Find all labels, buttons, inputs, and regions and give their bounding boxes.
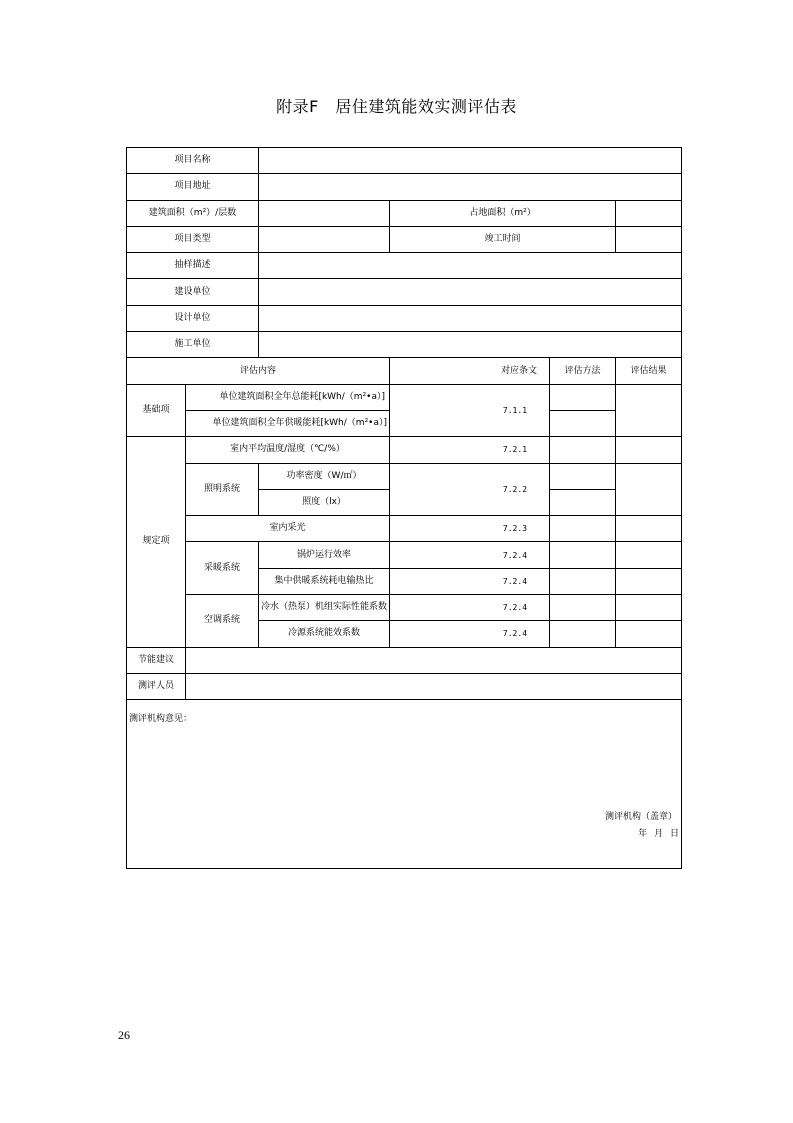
ac-chiller-clause: 7.2.4 xyxy=(390,595,550,621)
project-name-value[interactable] xyxy=(259,148,682,174)
construction-unit-label: 建设单位 xyxy=(127,279,259,305)
lighting-illuminance-method[interactable] xyxy=(550,489,616,515)
rule-daylight-method[interactable] xyxy=(550,516,616,542)
row-design-unit xyxy=(127,305,682,331)
ac-cold-source-clause: 7.2.4 xyxy=(390,621,550,647)
row-project-name xyxy=(127,148,682,174)
sampling-value[interactable] xyxy=(259,253,682,279)
lighting-power-method[interactable] xyxy=(550,463,616,489)
row-rule-heating-1 xyxy=(127,542,682,568)
basic-total-method[interactable] xyxy=(550,384,616,410)
rule-indoor-clause: 7.2.1 xyxy=(390,437,550,463)
heating-label: 采暖系统 xyxy=(186,542,259,595)
header-clause: 对应条文 xyxy=(390,358,550,384)
heating-central-clause: 7.2.4 xyxy=(390,568,550,594)
row-rule-lighting-1 xyxy=(127,463,682,489)
rule-daylight-clause: 7.2.3 xyxy=(390,516,550,542)
land-area-value[interactable] xyxy=(616,200,682,226)
project-address-value[interactable] xyxy=(259,174,682,200)
rule-indoor-result[interactable] xyxy=(616,437,682,463)
heating-boiler: 锅炉运行效率 xyxy=(259,542,390,568)
header-method: 评估方法 xyxy=(550,358,616,384)
land-area-label: 占地面积（m²） xyxy=(390,200,616,226)
builder-unit-value[interactable] xyxy=(259,332,682,358)
evaluator-label: 测评人员 xyxy=(127,673,186,699)
heating-central-result[interactable] xyxy=(616,568,682,594)
project-address-label: 项目地址 xyxy=(127,174,259,200)
design-unit-value[interactable] xyxy=(259,305,682,331)
row-rule-indoor xyxy=(127,437,682,463)
sampling-label: 抽样描述 xyxy=(127,253,259,279)
basic-label: 基础项 xyxy=(127,384,186,437)
heating-central: 集中供暖系统耗电输热比 xyxy=(259,568,390,594)
lighting-label: 照明系统 xyxy=(186,463,259,516)
row-sampling xyxy=(127,253,682,279)
construction-unit-value[interactable] xyxy=(259,279,682,305)
row-project-address xyxy=(127,174,682,200)
row-eval-header xyxy=(127,358,682,384)
evaluator-value[interactable] xyxy=(186,673,682,699)
basic-result[interactable] xyxy=(616,384,682,437)
rule-label: 规定项 xyxy=(127,437,186,647)
ac-chiller: 冷水（热泵）机组实际性能系数 xyxy=(259,595,390,621)
opinion-cell[interactable] xyxy=(127,700,682,869)
builder-unit-label: 施工单位 xyxy=(127,332,259,358)
rule-daylight-result[interactable] xyxy=(616,516,682,542)
heating-boiler-clause: 7.2.4 xyxy=(390,542,550,568)
ac-chiller-method[interactable] xyxy=(550,595,616,621)
heating-boiler-method[interactable] xyxy=(550,542,616,568)
row-basic-1 xyxy=(127,384,682,410)
project-type-label: 项目类型 xyxy=(127,226,259,252)
row-project-type xyxy=(127,226,682,252)
page-number: 26 xyxy=(118,1028,130,1042)
project-type-value[interactable] xyxy=(259,226,390,252)
ac-cold-source-result[interactable] xyxy=(616,621,682,647)
completion-time-value[interactable] xyxy=(616,226,682,252)
lighting-illuminance: 照度（lx） xyxy=(259,489,390,515)
heating-central-method[interactable] xyxy=(550,568,616,594)
ac-chiller-result[interactable] xyxy=(616,595,682,621)
row-evaluator xyxy=(127,673,682,699)
design-unit-label: 设计单位 xyxy=(127,305,259,331)
rule-indoor-temp: 室内平均温度/湿度（℃/%） xyxy=(186,437,390,463)
opinion-label: 测评机构意见： xyxy=(129,714,193,725)
row-building-area xyxy=(127,200,682,226)
row-opinion xyxy=(127,700,682,869)
advice-label: 节能建议 xyxy=(127,647,186,673)
row-advice xyxy=(127,647,682,673)
opinion-org-seal: 测评机构（盖章） xyxy=(605,812,678,823)
row-rule-ac-1 xyxy=(127,595,682,621)
evaluation-form-table xyxy=(126,147,682,869)
completion-time-label: 竣工时间 xyxy=(390,226,616,252)
page-title: 附录F 居住建筑能效实测评估表 xyxy=(276,97,517,116)
building-area-label: 建筑面积（m²）/层数 xyxy=(127,200,259,226)
ac-cold-source-method[interactable] xyxy=(550,621,616,647)
ac-label: 空调系统 xyxy=(186,595,259,648)
lighting-clause: 7.2.2 xyxy=(390,463,550,516)
header-result: 评估结果 xyxy=(616,358,682,384)
lighting-power-density: 功率密度（W/㎡） xyxy=(259,463,390,489)
ac-cold-source: 冷源系统能效系数 xyxy=(259,621,390,647)
basic-heating-energy: 单位建筑面积全年供暖能耗[kWh/（m²•a）] xyxy=(186,410,390,436)
row-builder-unit xyxy=(127,332,682,358)
rule-daylight: 室内采光 xyxy=(186,516,390,542)
header-content: 评估内容 xyxy=(127,358,390,384)
building-area-value[interactable] xyxy=(259,200,390,226)
rule-indoor-method[interactable] xyxy=(550,437,616,463)
heating-boiler-result[interactable] xyxy=(616,542,682,568)
basic-total-energy: 单位建筑面积全年总能耗[kWh/（m²•a）] xyxy=(186,384,390,410)
lighting-result[interactable] xyxy=(616,463,682,516)
project-name-label: 项目名称 xyxy=(127,148,259,174)
row-rule-daylight xyxy=(127,516,682,542)
basic-clause: 7.1.1 xyxy=(390,384,550,437)
opinion-date: 年 月 日 xyxy=(638,829,680,840)
advice-value[interactable] xyxy=(186,647,682,673)
row-construction-unit xyxy=(127,279,682,305)
basic-heating-method[interactable] xyxy=(550,410,616,436)
